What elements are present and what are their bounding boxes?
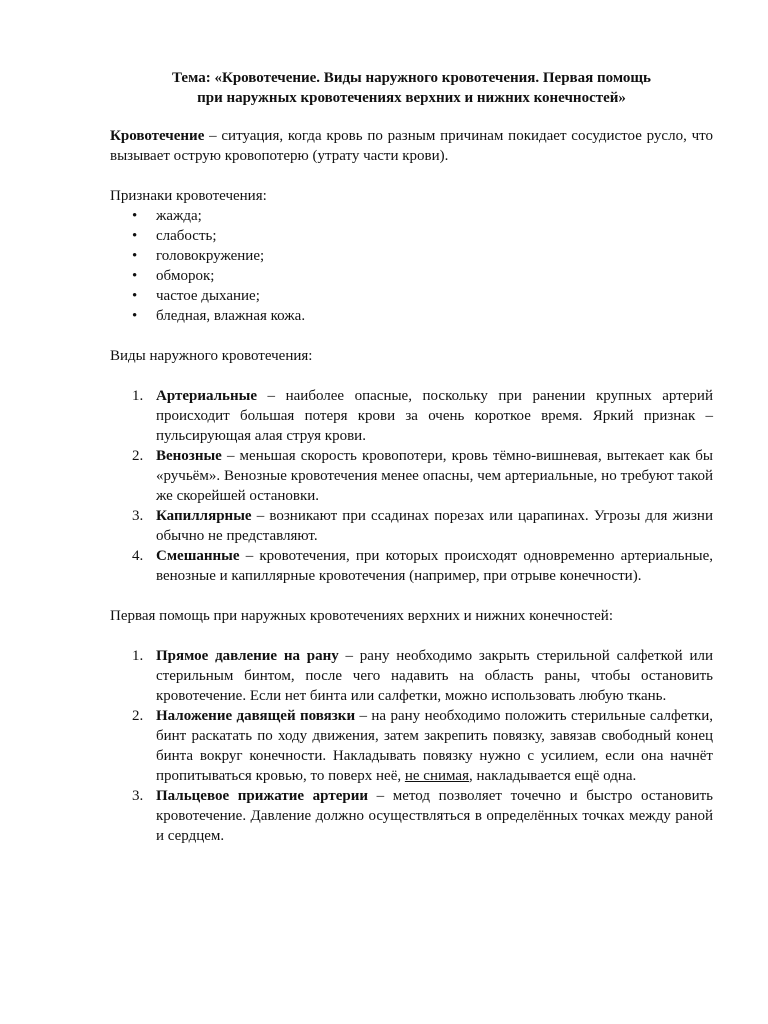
first-aid-list [110, 646, 713, 846]
definition-text: – ситуация, когда кровь по разным причинам покидает сосудистое русло, что вызывает острую кровопотерю (утрату части крови). [110, 128, 713, 164]
item-term: Смешанные [156, 548, 240, 564]
definition-paragraph [110, 126, 713, 166]
list-item: 2. Венозные – меньшая скорость кровопотери, кровь тёмно-вишневая, вытекает как бы «ручьём». Венозные кровотечения менее опасны, чем артериальные, но требуют такой же скорейшей остановки. [132, 448, 713, 504]
item-term: Наложение давящей повязки [156, 708, 356, 724]
title-line-2: при наружных кровотечениях верхних и нижних конечностей» [197, 90, 626, 106]
list-item: 1. Артериальные – наиболее опасные, поскольку при ранении крупных артерий происходит большая потеря крови за очень короткое время. Яркий признак – пульсирующая алая струя крови. [132, 388, 713, 444]
types-list [110, 386, 713, 586]
list-item: 3. Капиллярные – возникают при ссадинах порезах или царапинах. Угрозы для жизни обычно не представляют. [132, 508, 713, 544]
page-title [110, 68, 713, 108]
definition-term: Кровотечение [110, 128, 205, 144]
list-item: • бледная, влажная кожа. [132, 306, 713, 326]
list-item: • слабость; [132, 226, 713, 246]
list-item: 2. Наложение давящей повязки – на рану необходимо положить стерильные салфетки, бинт раскатать по ходу движения, затем закрепить повязку, завязав свободный конец бинта вокруг конечности. Накладывать повязку нужно с усилием, если она начнёт пропитываться кровью, то поверх неё, не снимая, накладывается ещё одна. [132, 708, 713, 784]
list-item: 1. Прямое давление на рану – рану необходимо закрыть стерильной салфеткой или стерильным бинтом, после чего надавить на область раны, чтобы остановить кровотечение. Если нет бинта или салфетки, можно использовать любую ткань. [132, 648, 714, 704]
item-term: Капиллярные [156, 508, 252, 524]
item-term: Артериальные [156, 388, 257, 404]
item-term: Прямое давление на рану [156, 648, 339, 664]
item-term: Венозные [156, 448, 222, 464]
list-item: • головокружение; [132, 246, 713, 266]
list-item: • частое дыхание; [132, 286, 713, 306]
list-item: • обморок; [132, 266, 713, 286]
title-line-1: Тема: «Кровотечение. Виды наружного кровотечения. Первая помощь [172, 70, 651, 86]
list-item: 4. Смешанные – кровотечения, при которых происходят одновременно артериальные, венозные и капиллярные кровотечения (например, при отрыве конечности). [132, 548, 713, 584]
document-page [110, 68, 713, 846]
first-aid-heading: Первая помощь при наружных кровотечениях верхних и нижних конечностей: [110, 608, 613, 624]
item-term: Пальцевое прижатие артерии [156, 788, 368, 804]
signs-list [110, 206, 713, 326]
list-item: • жажда; [132, 206, 713, 226]
types-heading: Виды наружного кровотечения: [110, 348, 313, 364]
list-item: 3. Пальцевое прижатие артерии – метод позволяет точечно и быстро остановить кровотечение. Давление должно осуществляться в определённых точках между раной и сердцем. [132, 788, 713, 844]
underlined-text: не снимая [404, 768, 469, 784]
signs-heading: Признаки кровотечения: [110, 188, 267, 204]
